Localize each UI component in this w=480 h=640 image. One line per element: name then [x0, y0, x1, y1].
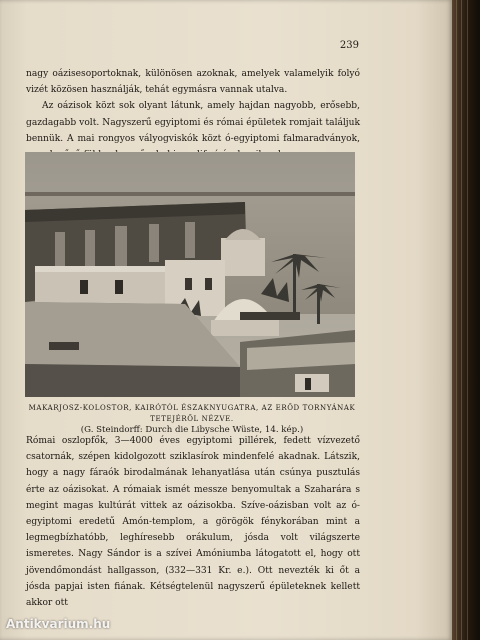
photo-caption: MAKARJOSZ-KOLOSTOR, KAIRÓTÓL ÉSZAKNYUGATRA, AZ ERŐD TORNYÁNAK: [28, 404, 356, 412]
page-edge-line: [461, 0, 462, 640]
paragraph: Az oázisok közt sok olyant látunk, amely hajdan nagyobb, erősebb, gazdagabb volt. Nagyszerű egyiptomi és római épületek romjait találjuk bennük. A mai rongyos vályogviskók közt ó-egyiptomi falmaradványok,: [26, 101, 360, 144]
photo-caption-continued: TETEJÉRŐL NÉZVE.: [150, 415, 234, 423]
paragraph: nagy oázisesoportoknak, különösen azoknak, amelyek valamelyik folyó vizét közösen használják, tehát egymásra vannak utalva.: [26, 69, 360, 96]
page-number: 239: [339, 40, 359, 51]
page-edge-line: [467, 0, 468, 640]
paragraph: Római oszlopfők, 3—4000 éves egyiptomi pillérek, fedett vízvezető csatornák, szépen kidolgozott sziklasírok mindenfelé akadnak. Látszik, hogy a nagy fáraók birodalmának lehanyatlása után csúnya pusztulás érte az oázisokat. A rómaiak ismét messze benyomultak a Szaharára s megint magas kultúrát vittek az oázisokba. Szíve-oázisban volt az ó-egyiptomi eredetű Amón-templom, a görögök fénykorában mint a legmegbízhatóbb, leghíresebb orákulum, jósda volt világszerte ismeretes. Nagy Sándor is a szívei Amóniumba látogatott el, hogy ott jövendőmondást hallgasson, (332—331 Kr. e.). Ott nevezték ki őt a jósda papjai isten fiának. Kétségtelenül nagyszerű épületeknek kellett akkor ott: [26, 436, 360, 609]
text-block-bottom: [26, 433, 360, 611]
page-edge-line: [456, 0, 457, 640]
photo-source: (G. Steindorff: Durch die Libysche Wüste, 14. kép.): [80, 425, 304, 435]
monastery-illustration: [25, 152, 355, 397]
text-block-top: [26, 66, 360, 163]
watermark-logo: Antikvarium.hu: [6, 617, 111, 631]
monastery-photo: [25, 152, 355, 397]
book-spine-edge: [452, 0, 480, 640]
